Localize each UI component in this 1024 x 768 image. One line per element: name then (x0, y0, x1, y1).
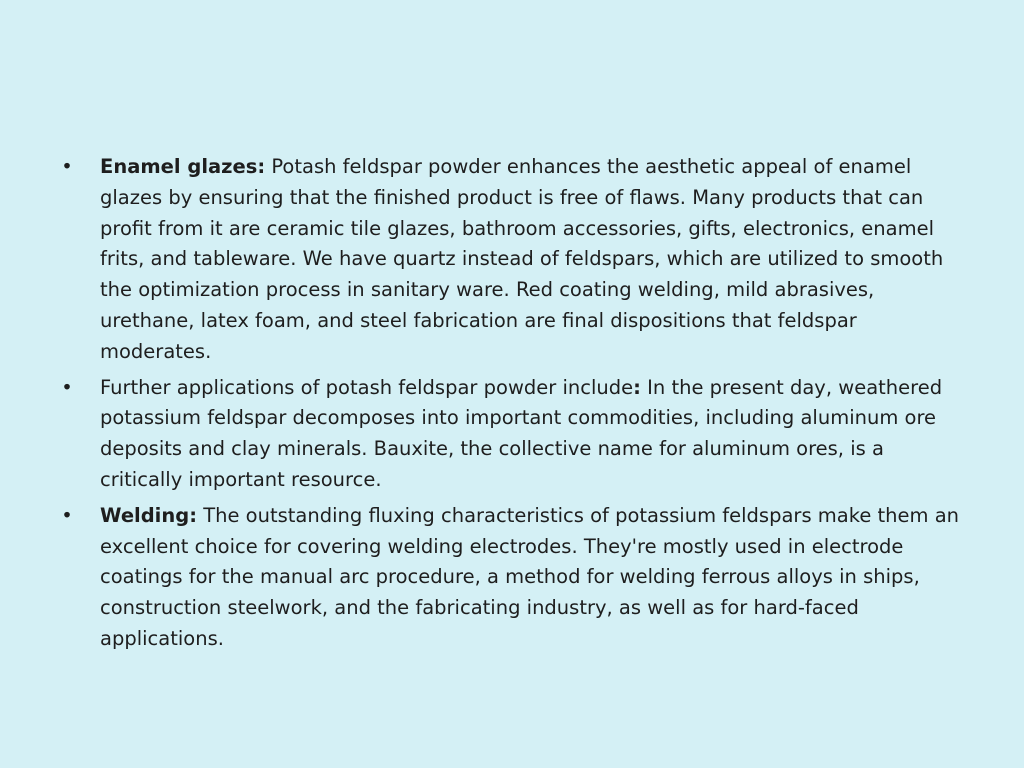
bullet-body-further-applications-continued: In the present day, weathered potassium feldspar decomposes into important commodities, including aluminum ore deposits and clay minerals. Bauxite, the collective name for aluminum ores, is a critically important resource. (100, 375, 943, 491)
bullet-welding (60, 501, 972, 655)
bullet-marker: • (61, 155, 73, 178)
bullet-marker: • (61, 375, 73, 399)
bullet-enamel-glazes (60, 152, 972, 368)
bullet-further-applications (60, 373, 972, 496)
bullet-body-welding: The outstanding fluxing characteristics of potassium feldspars make them an excellent choice for covering welding electrodes. They're mostly used in electrode coatings for the manual arc procedure, a method for welding ferrous alloys in ships, construction steelwork, and the fabricating industry, as well as for hard-faced applications. (100, 503, 960, 650)
bullet-heading-enamel-glazes: Enamel glazes: (100, 155, 266, 178)
bullet-colon: : (633, 375, 641, 399)
bullet-body-enamel-glazes: Potash feldspar powder enhances the aesthetic appeal of enamel glazes by ensuring that the finished product is free of flaws. Many products that can profit from it are ceramic tile glazes, bathroom accessories, gifts, electronics, enamel frits, and tableware. We have quartz instead of feldspars, which are utilized to smooth the optimization process in sanitary ware. Red coating welding, mild abrasives, urethane, latex foam, and steel fabrication are final dispositions that feldspar moderates. (100, 155, 944, 363)
bullet-list (60, 152, 972, 660)
bullet-heading-welding: Welding: (100, 503, 198, 527)
bullet-marker: • (61, 503, 73, 527)
bullet-body-further-applications: Further applications of potash feldspar powder include (100, 375, 634, 399)
